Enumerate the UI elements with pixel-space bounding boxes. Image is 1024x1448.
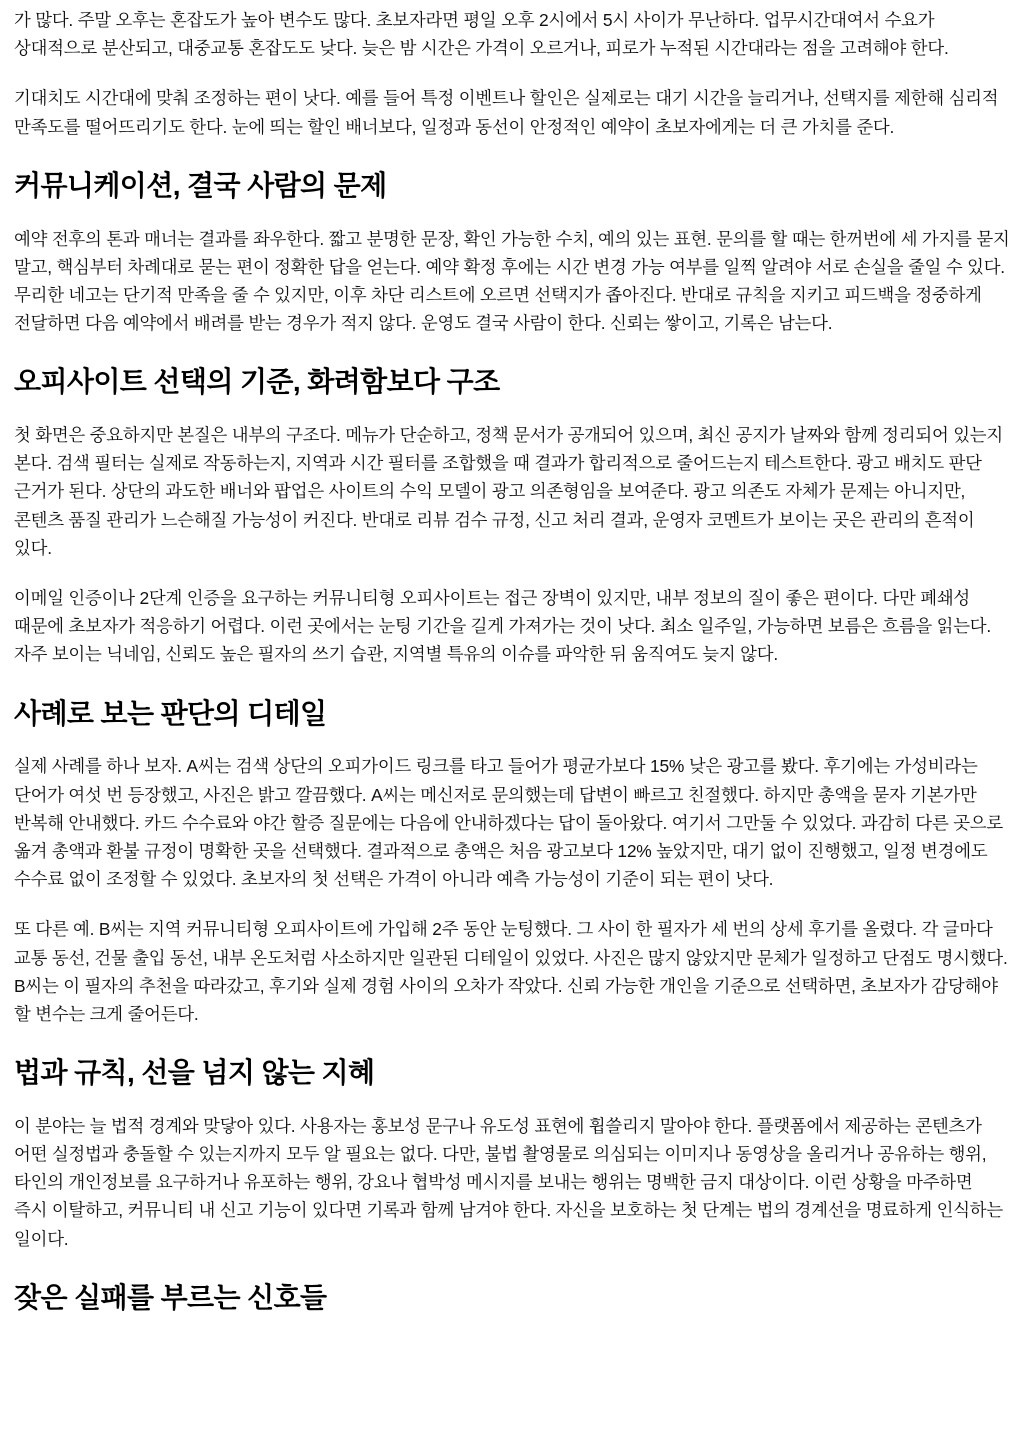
paragraph-offsite-1: 첫 화면은 중요하지만 본질은 내부의 구조다. 메뉴가 단순하고, 정책 문서가 공개되어 있으며, 최신 공지가 날짜와 함께 정리되어 있는지 본다. 검색 필터는 실제로 작동하는지, 지역과 시간 필터를 조합했을 때 결과가 합리적으로 줄어드는지 테스트한다. 광고 배치도 판단 근거가 된다. 상단의 과도한 배너와 팝업은 사이트의 수익 모델이 광고 의존형임을 보여준다. 광고 의존도 자체가 문제는 아니지만, 콘텐츠 품질 관리가 느슨해질 가능성이 커진다. 반대로 리뷰 검수 규정, 신고 처리 결과, 운영자 코멘트가 보이는 곳은 관리의 흔적이 있다.	[14, 425, 1004, 558]
paragraph-communication-1: 예약 전후의 톤과 매너는 결과를 좌우한다. 짧고 분명한 문장, 확인 가능한 수치, 예의 있는 표현. 문의를 할 때는 한꺼번에 세 가지를 묻지 말고, 핵심부터 차례대로 묻는 편이 정확한 답을 얻는다. 예약 확정 후에는 시간 변경 가능 여부를 일찍 알려야 서로 손실을 줄일 수 있다. 무리한 네고는 단기적 만족을 줄 수 있지만, 이후 차단 리스트에 오르면 선택지가 좁아진다. 반대로 규칙을 지키고 피드백을 정중하게 전달하면 다음 예약에서 배려를 받는 경우가 적지 않다. 운영도 결국 사람이 한다. 신뢰는 쌓이고, 기록은 남는다.	[14, 228, 1010, 334]
paragraph-intro-2: 기대치도 시간대에 맞춰 조정하는 편이 낫다. 예를 들어 특정 이벤트나 할인은 실제로는 대기 시간을 늘리거나, 선택지를 제한해 심리적 만족도를 떨어뜨리기도 한다. 눈에 띄는 할인 배너보다, 일정과 동선이 안정적인 예약이 초보자에게는 더 큰 가치를 준다.	[14, 88, 999, 137]
paragraph-intro-1: 가 많다. 주말 오후는 혼잡도가 높아 변수도 많다. 초보자라면 평일 오후 2시에서 5시 사이가 무난하다. 업무시간대여서 수요가 상대적으로 분산되고, 대중교통 혼잡도도 낮다. 늦은 밤 시간은 가격이 오르거나, 피로가 누적된 시간대라는 점을 고려해야 한다.	[14, 10, 949, 59]
section-heading-cases: 사례로 보는 판단의 디테일	[14, 697, 327, 729]
section-heading-signals: 잦은 실패를 부르는 신호들	[14, 1281, 327, 1313]
paragraph-law-1: 이 분야는 늘 법적 경계와 맞닿아 있다. 사용자는 홍보성 문구나 유도성 표현에 휩쓸리지 말아야 한다. 플랫폼에서 제공하는 콘텐츠가 어떤 실정법과 충돌할 수 있는지까지 모두 알 필요는 없다. 다만, 불법 촬영물로 의심되는 이미지나 동영상을 올리거나 공유하는 행위, 타인의 개인정보를 요구하거나 유포하는 행위, 강요나 협박성 메시지를 보내는 행위는 명백한 금지 대상이다. 이런 상황을 마주하면 즉시 이탈하고, 커뮤니티 내 신고 기능이 있다면 기록과 함께 남겨야 한다. 자신을 보호하는 첫 단계는 법의 경계선을 명료하게 인식하는 일이다.	[14, 1115, 1004, 1249]
section-heading-law: 법과 규칙, 선을 넘지 않는 지혜	[14, 1057, 375, 1089]
section-heading-offsite: 오피사이트 선택의 기준, 화려함보다 구조	[14, 366, 500, 398]
paragraph-cases-1: 실제 사례를 하나 보자. A씨는 검색 상단의 오피가이드 링크를 타고 들어가 평균가보다 15% 낮은 광고를 봤다. 후기에는 가성비라는 단어가 여섯 번 등장했고, 사진은 밝고 깔끔했다. A씨는 메신저로 문의했는데 답변이 빠르고 친절했다. 하지만 총액을 묻자 기본가만 반복해 안내했다. 카드 수수료와 야간 할증 질문에는 다음에 안내하겠다는 답이 돌아왔다. 여기서 그만둘 수 있었다. 과감히 다른 곳으로 옮겨 총액과 환불 규정이 명확한 곳을 선택했다. 결과적으로 총액은 처음 광고보다 12% 높았지만, 대기 없이 진행했고, 일정 변경에도 수수료 없이 조정할 수 있었다. 초보자의 첫 선택은 가격이 아니라 예측 가능성이 기준이 되는 편이 낫다.	[14, 756, 1004, 890]
section-heading-communication: 커뮤니케이션, 결국 사람의 문제	[14, 169, 387, 201]
paragraph-cases-2: 또 다른 예. B씨는 지역 커뮤니티형 오피사이트에 가입해 2주 동안 눈팅했다. 그 사이 한 필자가 세 번의 상세 후기를 올렸다. 각 글마다 교통 동선, 건물 출입 동선, 내부 온도처럼 사소하지만 일관된 디테일이 있었다. 사진은 많지 않았지만 문체가 일정하고 단점도 명시했다. B씨는 이 필자의 추천을 따라갔고, 후기와 실제 경험 사이의 오차가 작았다. 신뢰 가능한 개인을 기준으로 선택하면, 초보자가 감당해야 할 변수는 크게 줄어든다.	[14, 919, 1008, 1024]
paragraph-offsite-2: 이메일 인증이나 2단계 인증을 요구하는 커뮤니티형 오피사이트는 접근 장벽이 있지만, 내부 정보의 질이 좋은 편이다. 다만 폐쇄성 때문에 초보자가 적응하기 어렵다. 이런 곳에서는 눈팅 기간을 길게 가져가는 것이 낫다. 최소 일주일, 가능하면 보름은 흐름을 읽는다. 자주 보이는 닉네임, 신뢰도 높은 필자의 쓰기 습관, 지역별 특유의 이슈를 파악한 뒤 움직여도 늦지 않다.	[14, 588, 992, 665]
